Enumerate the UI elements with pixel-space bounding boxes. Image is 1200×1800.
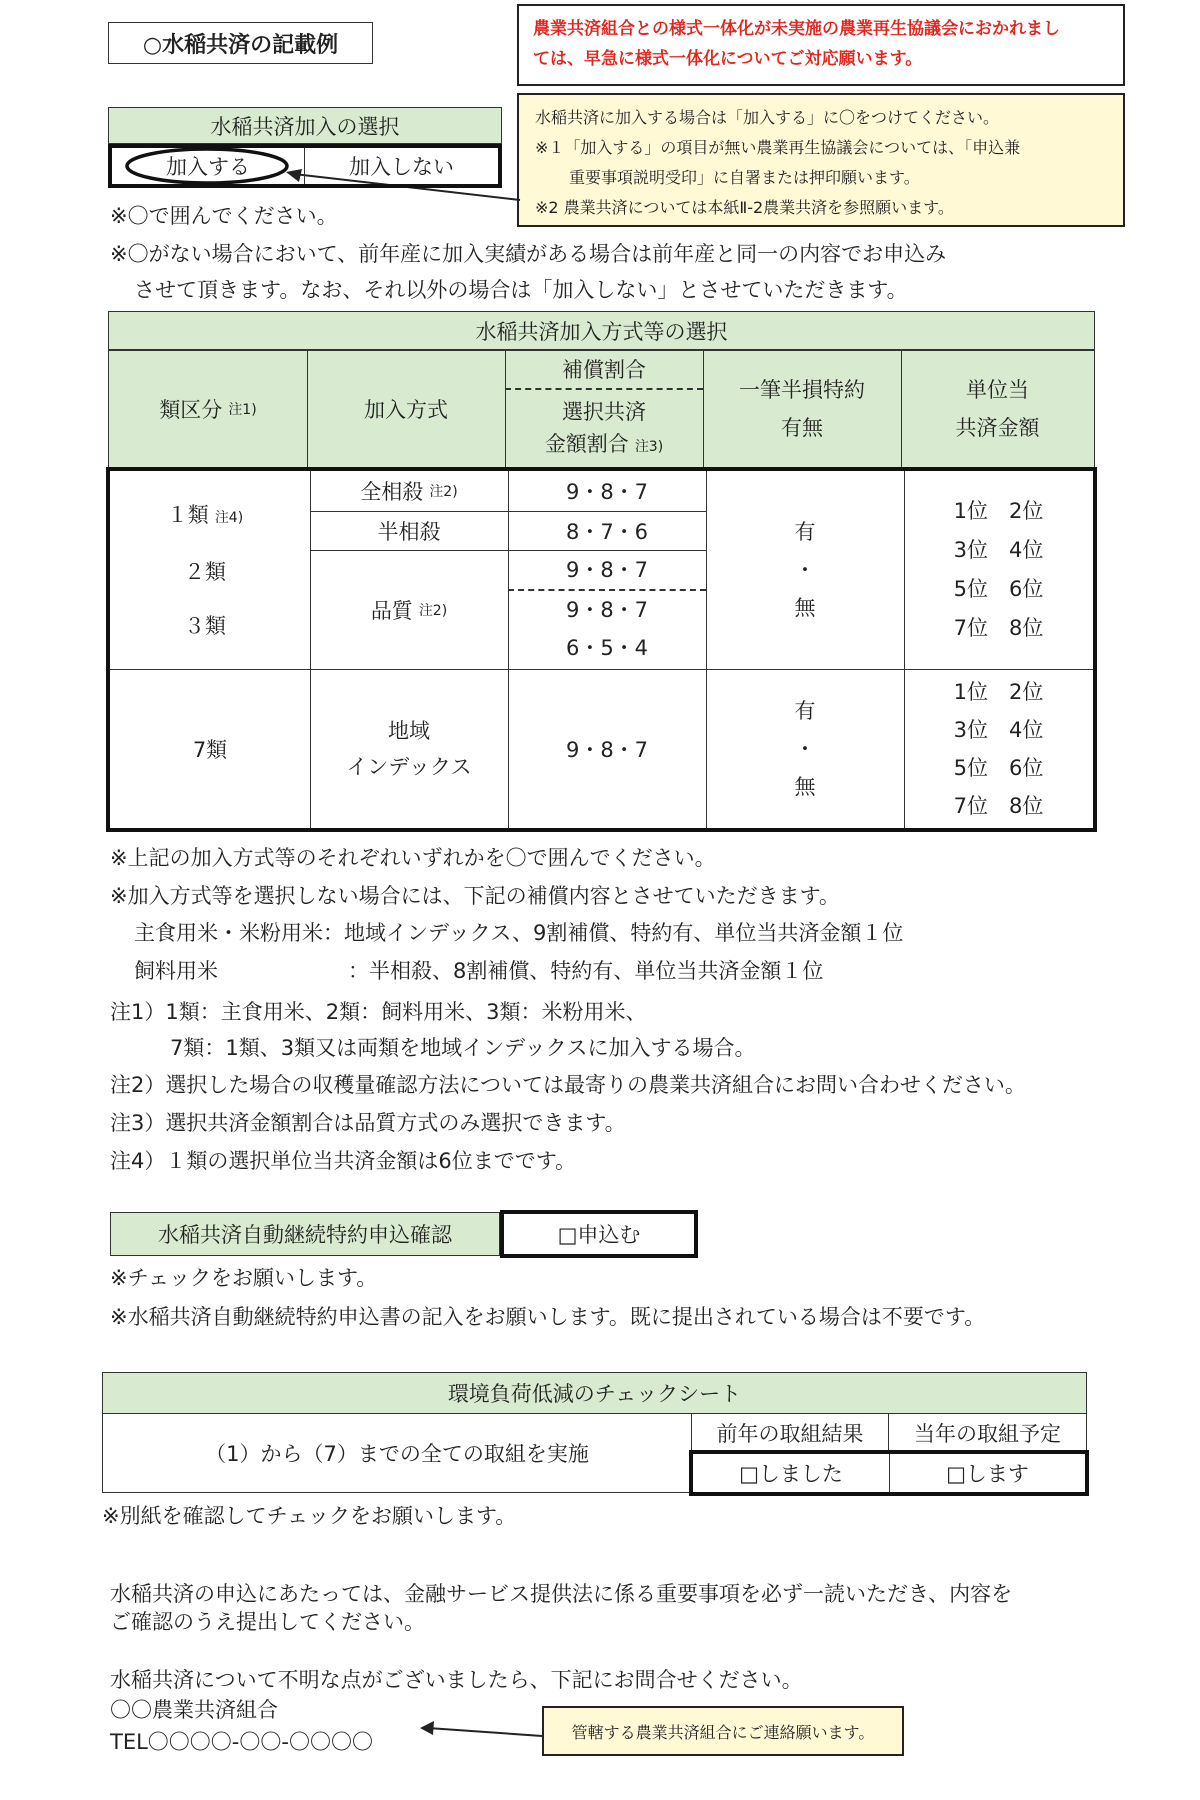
footnote-3: 注3）選択共済金額割合は品質方式のみ選択できます。 <box>110 1111 626 1135</box>
callout-line4: ※2 農業共済については本紙Ⅱ-2農業共済を参照願います。 <box>535 198 954 217</box>
join-option-yes-label: 加入する <box>166 155 250 179</box>
env-prev-checkbox[interactable]: □しました <box>739 1462 843 1486</box>
env-prev-header: 前年の取組結果 <box>691 1413 889 1453</box>
method-note-2: ※加入方式等を選択しない場合には、下記の補償内容とさせていただきます。 <box>110 884 840 908</box>
method-table-title-text: 水稲共済加入方式等の選択 <box>475 319 728 344</box>
footnote-4: 注4）１類の選択単位当共済金額は6位までです。 <box>110 1149 577 1173</box>
closing-tel: TEL〇〇〇〇-〇〇-〇〇〇〇 <box>110 1730 373 1754</box>
closing-p1a: 水稲共済の申込にあたっては、金融サービス提供法に係る重要事項を必ず一読いただき、内容を <box>110 1582 1013 1606</box>
join-note-3: させて頂きます。なお、それ以外の場合は「加入しない」とさせていただきます。 <box>134 278 908 302</box>
method-half-offset[interactable]: 半相殺 <box>377 519 441 544</box>
header-category: 類区分 注1) <box>159 398 257 422</box>
group2-method[interactable]: 地域 インデックス <box>346 718 472 779</box>
group1-special[interactable]: 有 ・ 無 <box>794 520 816 620</box>
red-notice <box>517 4 1125 86</box>
method-quality[interactable]: 品質 注2) <box>370 598 448 623</box>
header-unit: 単位当 共済金額 <box>955 378 1040 440</box>
env-curr-header: 当年の取組予定 <box>888 1413 1087 1453</box>
join-option-no[interactable] <box>305 148 498 184</box>
callout-line2: ※１「加入する」の項目が無い農業再生協議会については、「申込兼 <box>535 138 1021 157</box>
closing-p1b: ご確認のうえ提出してください。 <box>110 1610 425 1634</box>
contact-arrow <box>418 1716 550 1746</box>
footnote-2: 注2）選択した場合の収穫量確認方法については最寄りの農業共済組合にお問い合わせください。 <box>110 1073 1026 1097</box>
group1-unit-amounts[interactable]: 1位 2位 3位 4位 5位 6位 7位 8位 <box>953 499 1044 640</box>
contact-callout: 管轄する農業共済組合にご連絡願います。 <box>542 1706 904 1756</box>
group2-ratio[interactable]: 9・8・7 <box>565 737 649 762</box>
group2-category: 7類 <box>192 737 228 762</box>
selection-circle <box>122 146 292 186</box>
method-table-header <box>108 350 1095 468</box>
env-curr-checkbox[interactable]: □します <box>946 1462 1029 1486</box>
header-special: 一筆半損特約 有無 <box>739 378 865 440</box>
auto-renew-note-2: ※水稲共済自動継続特約申込書の記入をお願いします。既に提出されている場合は不要です。 <box>110 1305 986 1329</box>
ratio-quality-a[interactable]: 9・8・7 <box>565 558 649 582</box>
page-title-text: ○水稲共済の記載例 <box>142 32 339 58</box>
join-note-1: ※〇で囲んでください。 <box>110 204 338 228</box>
ratio-quality-c[interactable]: 6・5・4 <box>565 636 649 660</box>
ratio-full-offset[interactable]: 9・8・7 <box>565 480 649 504</box>
page-title <box>108 22 373 64</box>
auto-renew-label: 水稲共済自動継続特約申込確認 <box>110 1212 500 1256</box>
ratio-half-offset[interactable]: 8・7・6 <box>565 519 649 544</box>
closing-p2: 水稲共済について不明な点がございましたら、下記にお問合せください。 <box>110 1668 803 1692</box>
callout-line3: 重要事項説明受印」に自署または押印願います。 <box>569 168 920 187</box>
header-method: 加入方式 <box>364 398 448 422</box>
callout-line1: 水稲共済に加入する場合は「加入する」に〇をつけてください。 <box>535 108 1000 127</box>
red-notice-line1: 農業共済組合との様式一体化が未実施の農業再生協議会におかれまし <box>533 19 1060 39</box>
auto-renew-checkbox[interactable] <box>500 1210 698 1258</box>
group2-special[interactable]: 有 ・ 無 <box>794 698 816 799</box>
group1-categories: １類 注4) ２類 ３類 <box>166 502 244 638</box>
method-note-4a: 飼料用米 <box>134 959 218 983</box>
auto-renew-note-1: ※チェックをお願いします。 <box>110 1266 378 1290</box>
join-option-no-label: 加入しない <box>349 155 454 179</box>
header-ratio-bottom: 選択共済 金額割合 注3) <box>544 399 664 456</box>
closing-org: 〇〇農業共済組合 <box>110 1698 278 1722</box>
header-ratio-top: 補償割合 <box>562 358 646 382</box>
instruction-callout <box>517 93 1125 227</box>
auto-renew-checkbox-label: □申込む <box>557 1223 641 1247</box>
ratio-quality-b[interactable]: 9・8・7 <box>565 598 649 622</box>
env-check-item: （1）から（7）までの全ての取組を実施 <box>102 1413 692 1493</box>
join-header <box>108 107 502 144</box>
method-table-body <box>106 467 1097 832</box>
join-note-2: ※〇がない場合において、前年産に加入実績がある場合は前年産と同一の内容でお申込み <box>110 242 947 266</box>
env-check-note: ※別紙を確認してチェックをお願いします。 <box>102 1504 517 1528</box>
env-checkbox-row <box>689 1450 1089 1496</box>
env-check-title: 環境負荷低減のチェックシート <box>102 1372 1087 1414</box>
footnote-1a: 注1）1類：主食用米、2類：飼料用米、3類：米粉用米、 <box>110 1000 647 1024</box>
group2-unit-amounts[interactable]: 1位 2位 3位 4位 5位 6位 7位 8位 <box>953 679 1044 818</box>
footnote-1b: 7類：1類、3類又は両類を地域インデックスに加入する場合。 <box>170 1036 756 1060</box>
method-note-3: 主食用米・米粉用米：地域インデックス、9割補償、特約有、単位当共済金額１位 <box>134 921 904 945</box>
join-header-text: 水稲共済加入の選択 <box>210 114 400 139</box>
red-notice-line2: ては、早急に様式一体化についてご対応願います。 <box>533 49 923 69</box>
method-full-offset[interactable]: 全相殺 注2) <box>360 480 458 504</box>
method-table-title <box>108 311 1095 350</box>
method-note-1: ※上記の加入方式等のそれぞれいずれかを〇で囲んでください。 <box>110 846 716 870</box>
method-note-4b: ：半相殺、8割補償、特約有、単位当共済金額１位 <box>348 959 824 983</box>
